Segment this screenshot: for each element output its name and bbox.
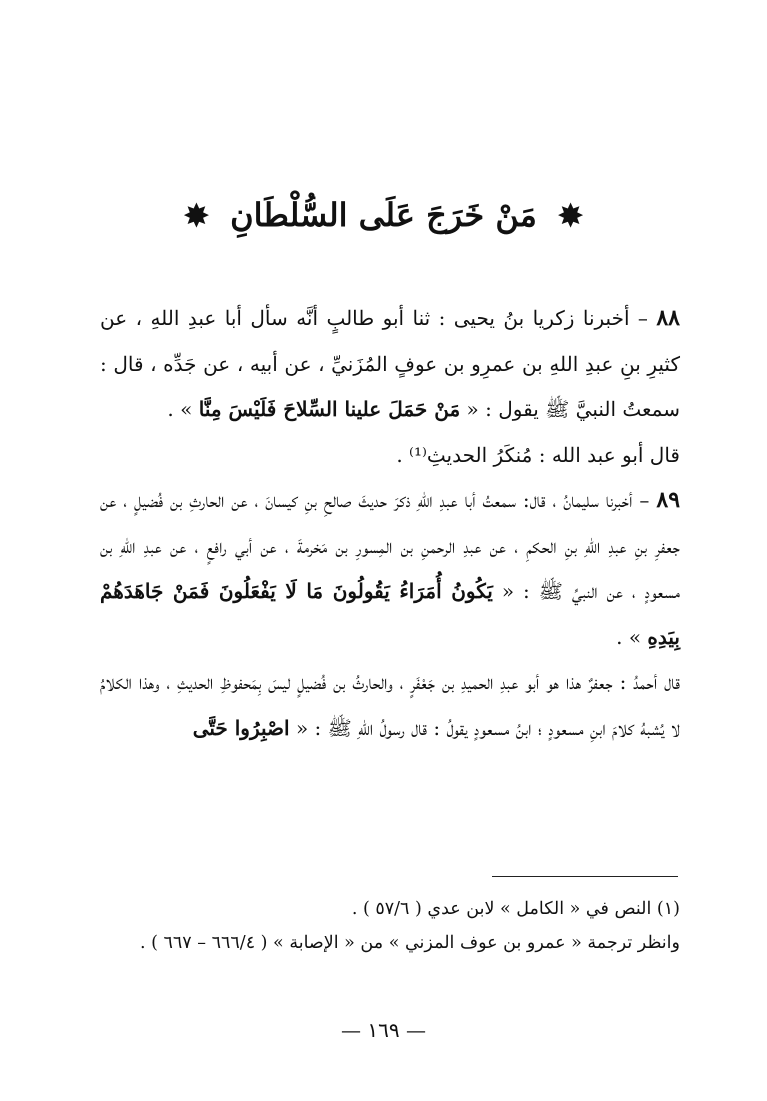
chapter-title: مَنْ خَرَجَ عَلَى السُّلْطَانِ [230,196,537,234]
paragraph-89 [100,478,680,660]
paragraph-text: قال أحمدُ : جعفرٌ هذا هو أبو عبدِ الحميدِ بن جَعْفَرٍ ، والحارثُ بن فُضيلٍ ليسَ بِمَحفوظِ الحديثِ ، وهذا الكلامُ لا يُشبهُ كلامَ ابنِ مسعودٍ ؛ ابنُ مسعودٍ يقولُ : قال رسولُ اللهِ ﷺ : « [100,670,680,740]
footnote-2: وانظر ترجمة « عمرو بن عوف المزني » من « الإصابة » ( ٦٦٦/٤ – ٦٦٧ ) . [139,933,680,953]
main-text [100,296,680,751]
paragraph-text: – أخبرنا زكريا بنُ يحيى : ثنا أبو طالبٍ أنَّه سأل أبا عبدِ اللهِ ، عن كثيرِ بنِ عبدِ اللهِ بن عمرِو بن عوفٍ المُزَنيِّ ، عن أبيه ، عن جَدِّه ، قال : سمعتُ النبيَّ ﷺ يقول : « [100,306,680,421]
hadith-quote: يَكُونُ أُمَرَاءُ يَقُولُونَ مَا لَا يَفْعَلُونَ فَمَنْ جَاهَدَهُمْ بِيَدِهِ [100,579,680,649]
footnote-divider [492,876,678,877]
hadith-quote: اصْبِرُوا حَتَّى [192,715,290,740]
page-number: — ١٦٩ — [341,1018,426,1042]
paragraph-text: – أخبرنا سليمانُ ، قال: سمعتُ أبا عبدِ اللهِ ذكرَ حديثَ صالحِ بنِ كيسانَ ، عن الحارثِ بن فُضيلٍ ، عن جعفرِ بنِ عبدِ اللهِ بنِ الحكمِ ، عن عبدِ الرحمنِ بن المِسورِ بن مَخرمةَ ، عن أبي رافعٍ ، عن عبدِ اللهِ بن مسعودٍ ، عن النبيِّ ﷺ : « [100,488,680,603]
hadith-number: ٨٩ [656,487,681,513]
paragraph-88 [100,296,680,433]
chapter-heading [0,196,767,234]
hadith-number: ٨٨ [656,305,680,331]
footnote-1: (١) النص في « الكامل » لابن عدي ( ٥٧/٦ ) . [351,899,680,919]
paragraph-tail: » . [616,624,642,649]
paragraph-comment-1 [100,433,680,479]
paragraph-text: قال أبو عبد الله : مُنكَرُ الحديثِ⁽¹⁾ . [396,442,680,467]
paragraph-comment-2 [100,660,680,751]
footnotes [100,892,680,960]
star-ornament-icon: ✸ [557,199,584,234]
star-ornament-icon: ✸ [183,199,210,234]
hadith-quote: مَنْ حَمَلَ علينا السِّلاحَ فَلَيْسَ مِنَّا [198,397,461,421]
paragraph-tail: » . [167,397,193,421]
